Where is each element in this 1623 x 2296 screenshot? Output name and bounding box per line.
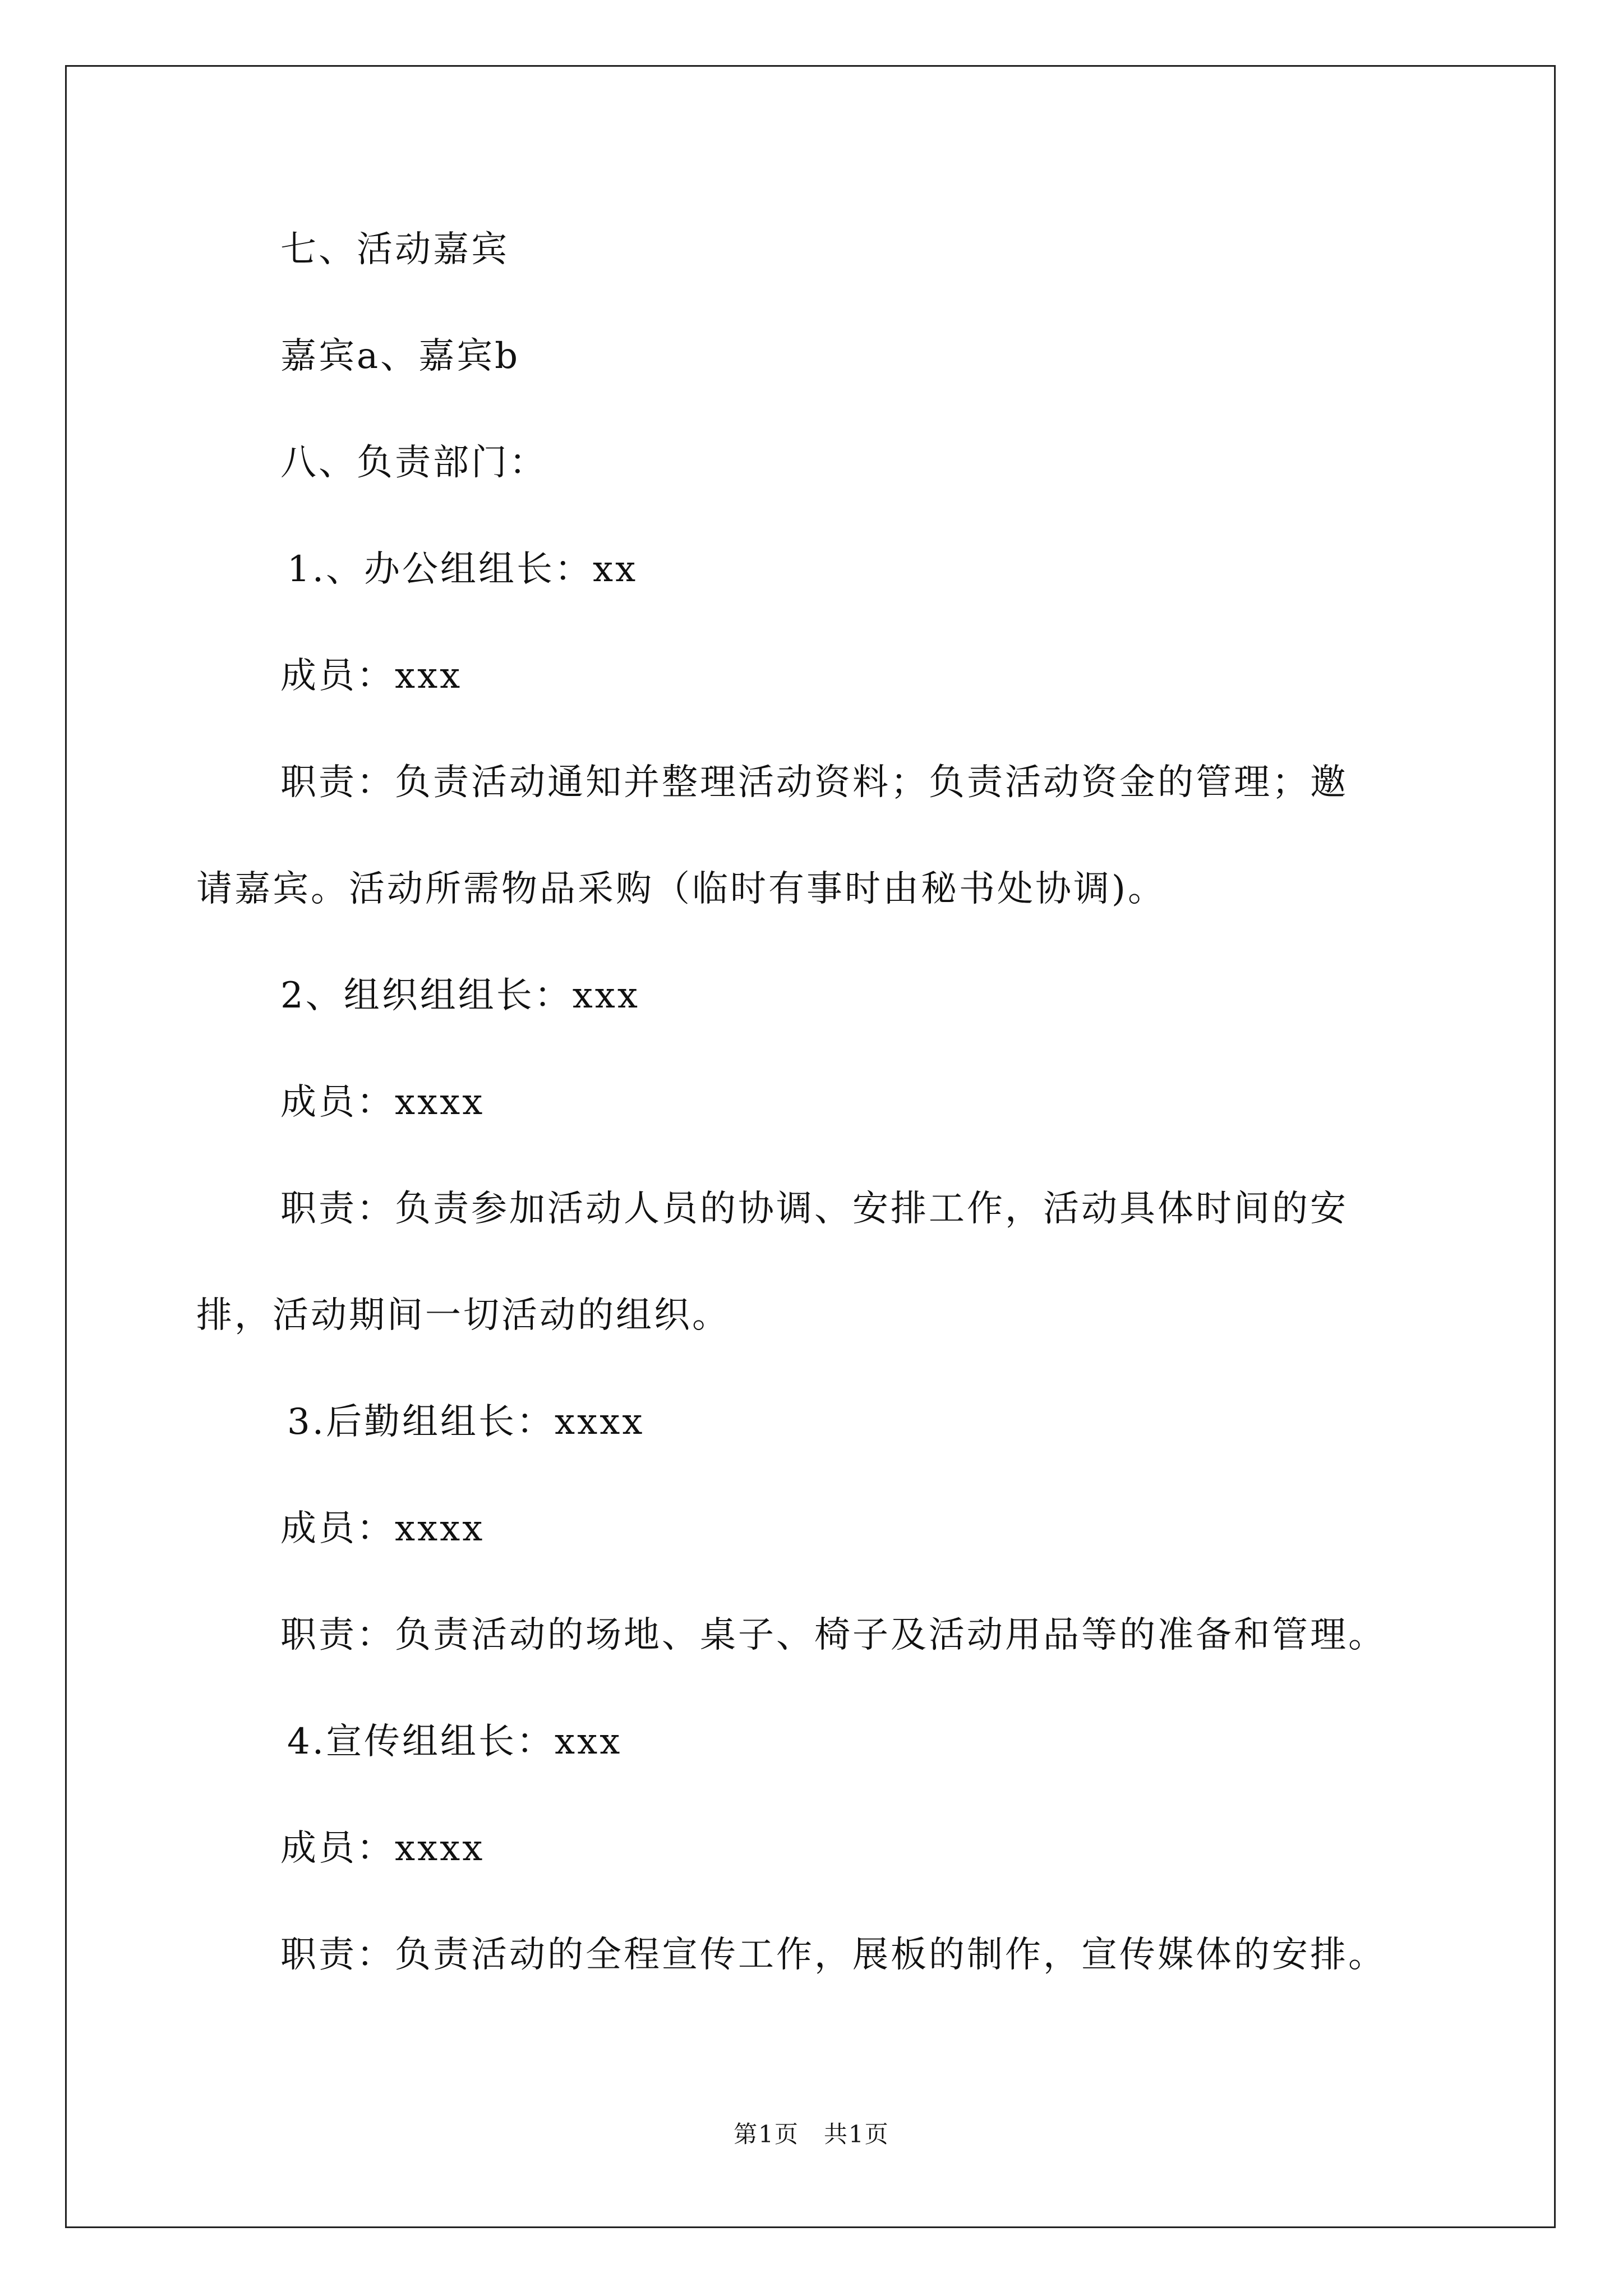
publicity-group-leader: 4.宣传组组长：xxx [287,1721,623,1763]
office-group-leader: 1.、办公组组长：xx [287,549,638,590]
organize-group-duty-line2: 排，活动期间一切活动的组织。 [196,1295,730,1336]
publicity-group-duty: 职责：负责活动的全程宣传工作，展板的制作，宣传媒体的安排。 [280,1934,1386,1976]
organize-group-leader: 2、组织组组长：xxx [280,975,640,1016]
publicity-group-members: 成员：xxxx [280,1828,485,1869]
office-group-duty-line2: 请嘉宾。活动所需物品采购（临时有事时由秘书处协调)。 [196,868,1166,910]
logistics-group-duty: 职责：负责活动的场地、桌子、椅子及活动用品等的准备和管理。 [280,1614,1386,1656]
logistics-group-members: 成员：xxxx [280,1508,485,1549]
office-group-duty-line1: 职责：负责活动通知并整理活动资料；负责活动资金的管理；邀 [280,762,1348,803]
section-heading-departments: 八、负责部门： [280,442,547,484]
section-heading-guests: 七、活动嘉宾 [280,229,509,270]
office-group-members: 成员：xxx [280,655,463,697]
organize-group-members: 成员：xxxx [280,1082,485,1123]
organize-group-duty-line1: 职责：负责参加活动人员的协调、安排工作，活动具体时间的安 [280,1188,1348,1230]
page-number: 第1页 共1页 [734,2120,889,2148]
logistics-group-leader: 3.后勤组组长：xxxx [287,1401,645,1443]
page-border [65,65,1556,2228]
guest-list: 嘉宾a、嘉宾b [280,335,520,377]
